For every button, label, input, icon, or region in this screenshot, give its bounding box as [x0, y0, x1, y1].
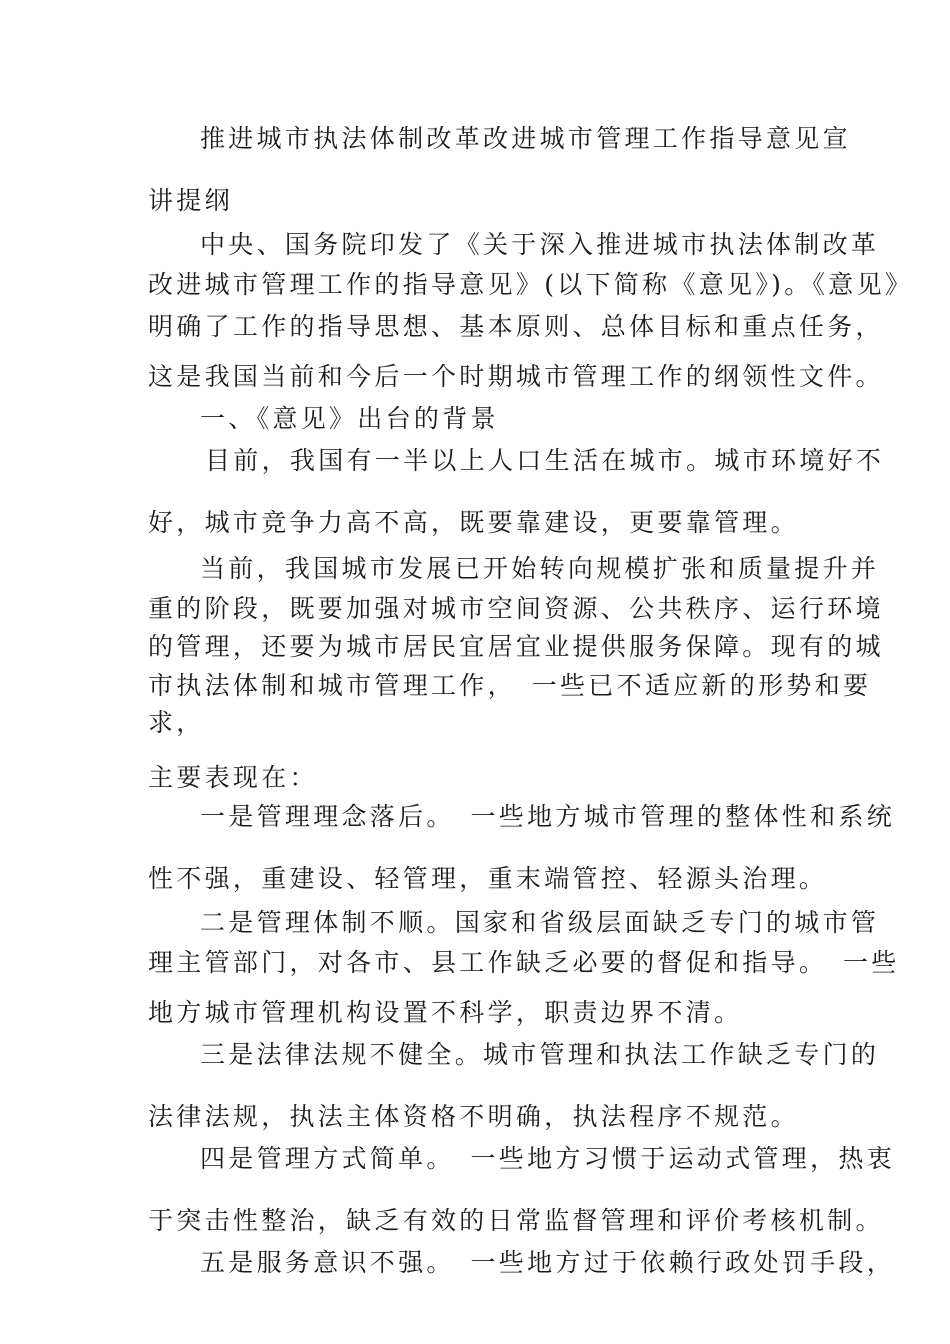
- point-5-line-1: 五是服务意识不强。 一些地方过于依赖行政处罚手段，: [200, 1248, 896, 1277]
- intro-line-3: 明确了工作的指导思想、基本原则、总体目标和重点任务，: [148, 312, 884, 341]
- point-1-line-1: 一是管理理念落后。 一些地方城市管理的整体性和系统: [200, 802, 896, 831]
- paragraph-2-line-6: 主要表现在：: [148, 763, 318, 792]
- paragraph-2-line-3: 的管理，还要为城市居民宜居宜业提供服务保障。现有的城: [148, 632, 884, 661]
- paragraph-1-line-1: 目前，我国有一半以上人口生活在城市。城市环境好不: [205, 446, 885, 475]
- paragraph-2-line-5: 求，: [148, 708, 205, 737]
- point-4-line-1: 四是管理方式简单。 一些地方习惯于运动式管理，热衷: [200, 1144, 896, 1173]
- paragraph-2-line-1: 当前，我国城市发展已开始转向规模扩张和质量提升并: [200, 554, 880, 583]
- paragraph-2-line-2: 重的阶段，既要加强对城市空间资源、公共秩序、运行环境: [148, 594, 884, 623]
- point-3-line-2: 法律法规，执法主体资格不明确，执法程序不规范。: [148, 1102, 799, 1131]
- point-1-line-2: 性不强，重建设、轻管理，重末端管控、轻源头治理。: [148, 864, 828, 893]
- intro-line-1: 中央、国务院印发了《关于深入推进城市执法体制改革: [200, 230, 880, 259]
- document-title-line-2: 讲提纲: [148, 186, 233, 215]
- intro-line-2: 改进城市管理工作的指导意见》(以下简称《意见》)。《意见》: [148, 270, 914, 299]
- paragraph-2-line-4: 市执法体制和城市管理工作， 一些已不适应新的形势和要: [148, 671, 872, 700]
- point-2-line-3: 地方城市管理机构设置不科学，职责边界不清。: [148, 998, 743, 1027]
- paragraph-1-line-2: 好，城市竞争力高不高，既要靠建设，更要靠管理。: [148, 508, 799, 537]
- point-3-line-1: 三是法律法规不健全。城市管理和执法工作缺乏专门的: [200, 1040, 880, 1069]
- section-heading-background: 一、《意见》出台的背景: [200, 404, 499, 433]
- point-2-line-2: 理主管部门，对各市、县工作缺乏必要的督促和指导。 一些: [148, 948, 900, 977]
- document-title-line-1: 推进城市执法体制改革改进城市管理工作指导意见宣: [200, 124, 851, 153]
- intro-line-4: 这是我国当前和今后一个时期城市管理工作的纲领性文件。: [148, 362, 884, 391]
- point-2-line-1: 二是管理体制不顺。国家和省级层面缺乏专门的城市管: [200, 908, 880, 937]
- point-4-line-2: 于突击性整治，缺乏有效的日常监督管理和评价考核机制。: [148, 1206, 884, 1235]
